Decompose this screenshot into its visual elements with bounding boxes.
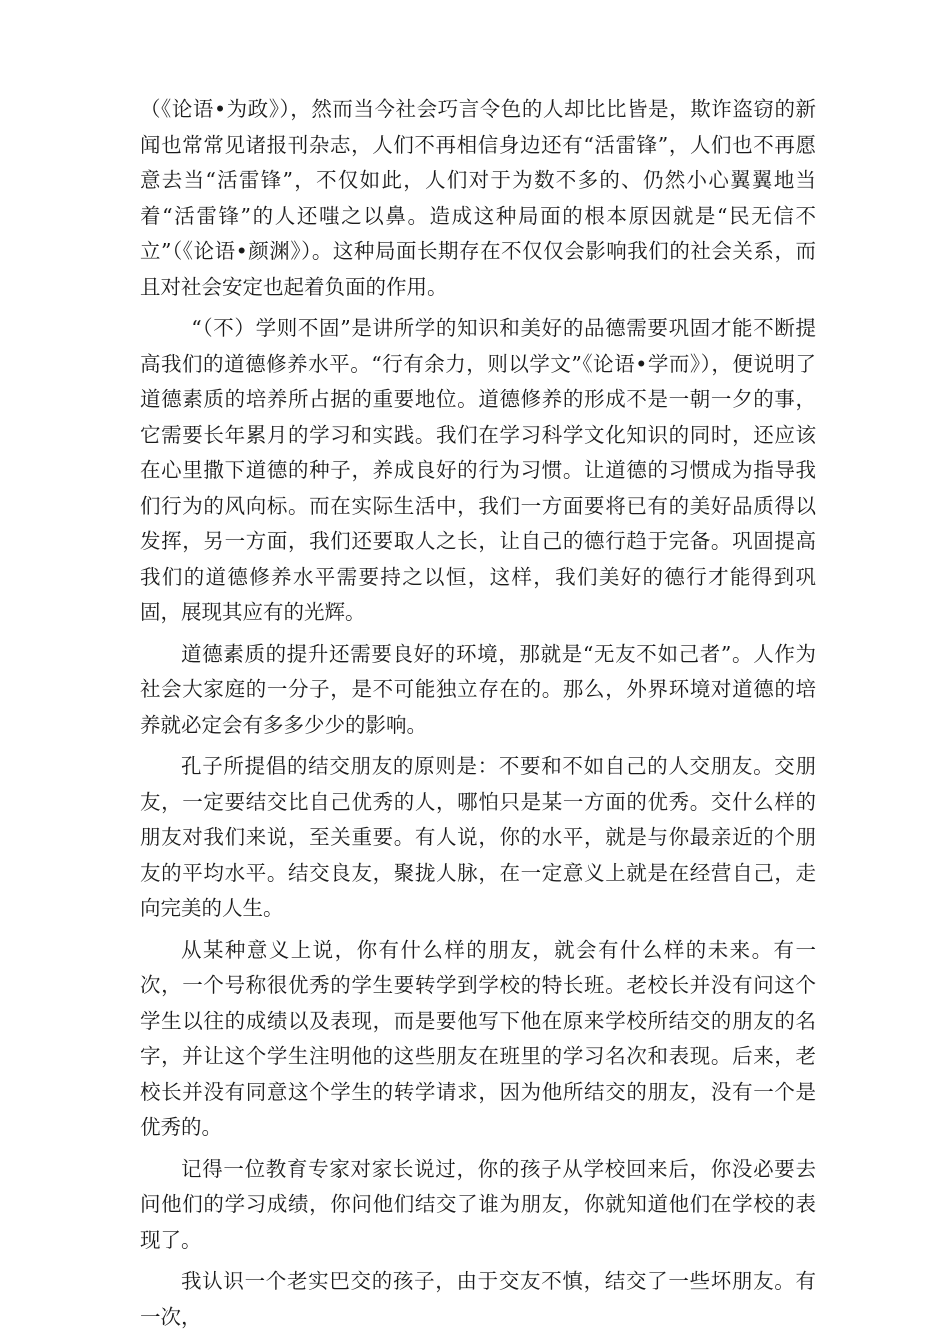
paragraph-2: “（不）学则不固”是讲所学的知识和美好的品德需要巩固才能不断提高我们的道德修养水平。“行有余力，则以学文”《论语•学而》），便说明了道德素质的培养所占据的重要地位。道德修养的形成不是一朝一夕的事，它需要长年累月的学习和实践。我们在学习科学文化知识的同时，还应该在心里撒下道德的种子，养成良好的行为习惯。让道德的习惯成为指导我们行为的风向标。而在实际生活中，我们一方面要将已有的美好品质得以发挥，另一方面，我们还要取人之长，让自己的德行趋于完备。巩固提高我们的道德修养水平需要持之以恒，这样，我们美好的德行才能得到巩固，展现其应有的光辉。	[140, 316, 816, 624]
paragraph-4: 孔子所提倡的结交朋友的原则是：不要和不如自己的人交朋友。交朋友，一定要结交比自己优秀的人，哪怕只是某一方面的优秀。交什么样的朋友对我们来说，至关重要。有人说，你的水平，就是与你最亲近的个朋友的平均水平。结交良友，聚拢人脉，在一定意义上就是在经营自己，走向完美的人生。	[140, 754, 816, 920]
paragraph-6: 记得一位教育专家对家长说过，你的孩子从学校回来后，你没必要去问他们的学习成绩，你问他们结交了谁为朋友，你就知道他们在学校的表现了。	[140, 1156, 816, 1252]
document-body	[140, 92, 816, 1335]
paragraph-1: （《论语•为政》），然而当今社会巧言令色的人却比比皆是，欺诈盗窃的新闻也常常见诸报刊杂志，人们不再相信身边还有“活雷锋”，人们也不再愿意去当“活雷锋”，不仅如此，人们对于为数不多的、仍然小心翼翼地当着“活雷锋”的人还嗤之以鼻。造成这种局面的根本原因就是“民无信不立”（《论语•颜渊》）。这种局面长期存在不仅仅会影响我们的社会关系，而且对社会安定也起着负面的作用。	[140, 97, 816, 299]
paragraph-5: 从某种意义上说，你有什么样的朋友，就会有什么样的未来。有一次，一个号称很优秀的学生要转学到学校的特长班。老校长并没有问这个学生以往的成绩以及表现，而是要他写下他在原来学校所结交的朋友的名字，并让这个学生注明他的这些朋友在班里的学习名次和表现。后来，老校长并没有同意这个学生的转学请求，因为他所结交的朋友，没有一个是优秀的。	[140, 937, 816, 1139]
paragraph-3: 道德素质的提升还需要良好的环境，那就是“无友不如己者”。人作为社会大家庭的一分子，是不可能独立存在的。那么，外界环境对道德的培养就必定会有多多少少的影响。	[140, 641, 816, 737]
paragraph-7: 我认识一个老实巴交的孩子，由于交友不慎，结交了一些坏朋友。有一次，	[140, 1269, 816, 1329]
